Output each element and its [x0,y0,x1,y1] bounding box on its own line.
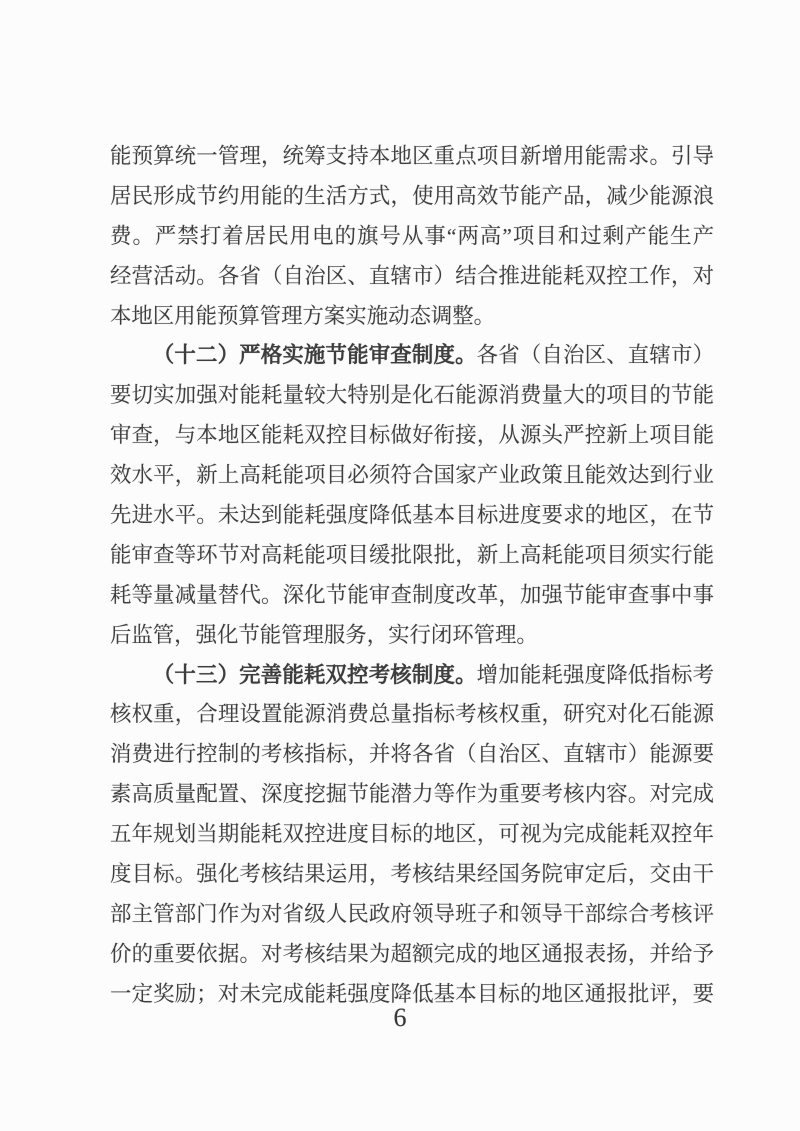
text-line [110,935,714,975]
body-text: 费。严禁打着居民用电的旗号从事“两高”项目和过剩产能生产 [110,223,714,248]
text-line [110,336,714,376]
text-line [110,695,714,735]
text-line [110,217,714,257]
text-line [110,416,714,456]
body-text: 居民形成节约用能的生活方式，使用高效节能产品，减少能源浪 [110,183,714,208]
body-text: 能预算统一管理，统筹支持本地区重点项目新增用能需求。引导 [110,144,714,168]
section-heading-text: （十三）完善能耗双控考核制度。 [152,662,477,687]
text-line [110,536,714,576]
body-text: 本地区用能预算管理方案实施动态调整。 [110,303,496,328]
text-line [110,137,714,177]
body-text: 消费进行控制的考核指标，并将各省（自治区、直辖市）能源要 [110,742,714,767]
body-text: 部主管部门作为对省级人民政府领导班子和领导干部综合考核评 [110,901,714,926]
document-text-block [110,137,714,1015]
body-text: 要切实加强对能耗量较大特别是化石能源消费量大的项目的节能 [110,383,714,408]
body-text: 审查，与本地区能耗双控目标做好衔接，从源头严控新上项目能 [110,423,714,448]
body-text: 耗等量减量替代。深化节能审查制度改革，加强节能审查事中事 [110,582,714,607]
text-line [110,177,714,217]
body-text: 经营活动。各省（自治区、直辖市）结合推进能耗双控工作，对 [110,263,714,288]
text-line [110,456,714,496]
body-text: 效水平，新上高耗能项目必须符合国家产业政策且能效达到行业 [110,463,714,488]
body-text: 增加能耗强度降低指标考 [476,662,714,687]
text-line [110,656,714,696]
text-line [110,616,714,656]
text-line [110,576,714,616]
body-text: 度目标。强化考核结果运用，考核结果经国务院审定后，交由干 [110,862,714,887]
body-text: 先进水平。未达到能耗强度降低基本目标进度要求的地区，在节 [110,503,714,528]
page-number: 6 [393,1003,407,1032]
text-line [110,855,714,895]
text-line [110,496,714,536]
text-line [110,815,714,855]
body-text: 后监管，强化节能管理服务，实行闭环管理。 [110,622,538,647]
text-line [110,257,714,297]
text-line [110,376,714,416]
text-line [110,775,714,815]
section-heading-text: （十二）严格实施节能审查制度。 [152,343,477,368]
body-text: 能审查等环节对高耗能项目缓批限批，新上高耗能项目须实行能 [110,542,714,567]
body-text: 五年规划当期能耗双控进度目标的地区，可视为完成能耗双控年 [110,822,714,847]
body-text: 核权重，合理设置能源消费总量指标考核权重，研究对化石能源 [110,702,714,727]
text-line [110,895,714,935]
text-line [110,735,714,775]
body-text: 各省（自治区、直辖市） [476,343,714,368]
body-text: 价的重要依据。对考核结果为超额完成的地区通报表扬，并给予 [110,941,714,966]
text-line [110,297,714,337]
body-text: 一定奖励；对未完成能耗强度降低基本目标的地区通报批评，要 [110,981,714,1006]
body-text: 素高质量配置、深度挖掘节能潜力等作为重要考核内容。对完成 [110,782,714,807]
